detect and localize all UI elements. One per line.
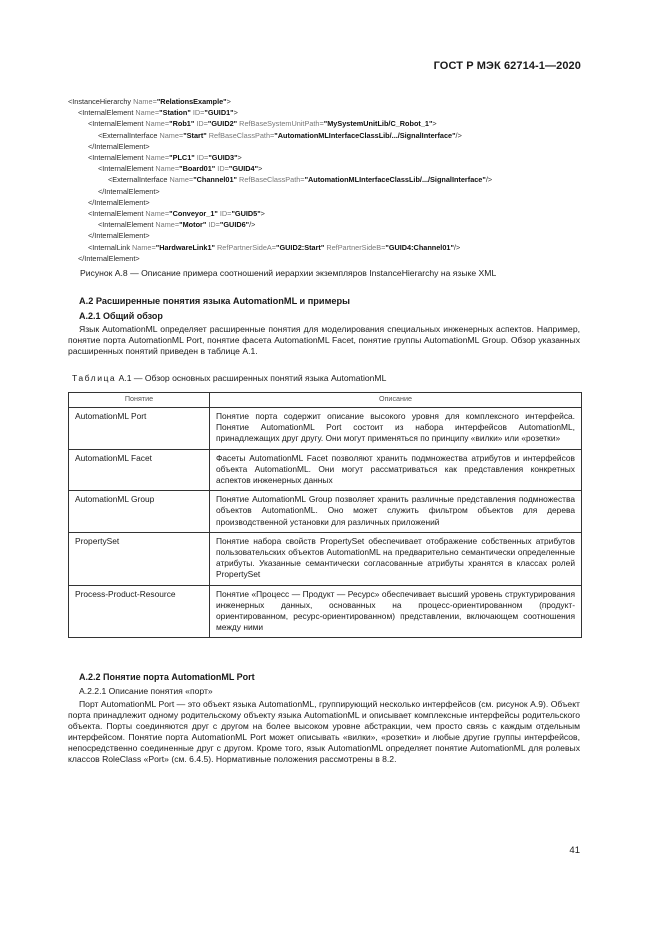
concept-cell: PropertySet (69, 532, 210, 585)
section-title: А.2 Расширенные понятия языка AutomationML и примеры (79, 296, 350, 306)
code-token: ID= (206, 220, 220, 230)
description-cell: Понятие порта содержит описание высокого уровня для комплексного интерфейса. Понятие AutomationML Port состоит из набора интерфейсов AutomationML, принадлежащих друг другу. Они могут применяться по принципу «вилки» или «розетки» (210, 408, 582, 450)
code-token: <InternalLink (88, 242, 133, 252)
code-token: RefPartnerSideB= (324, 242, 386, 252)
code-line (68, 130, 628, 141)
document-header: ГОСТ Р МЭК 62714-1—2020 (433, 60, 581, 72)
code-token: <InternalElement (98, 164, 156, 174)
code-token: </InternalElement> (88, 197, 150, 207)
code-token: Name= (145, 119, 170, 129)
code-token: </InternalElement> (88, 141, 150, 151)
code-token: RefBaseSystemUnitPath= (237, 119, 324, 129)
figure-caption: Рисунок А.8 — Описание примера соотношений иерархии экземпляров InstanceHierarchy на языке XML (80, 268, 497, 278)
code-token: Name= (155, 220, 180, 230)
code-line (68, 253, 628, 264)
description-cell: Понятие «Процесс — Продукт — Ресурс» обеспечивает высший уровень структурирования инженерных данных, основанных на процесс-ориентированном (продукт-ориентированном, ресурс-ориентированном) представлении, включающем соотношения между ними (210, 585, 582, 638)
code-line (68, 118, 628, 129)
column-header-concept: Понятие (69, 393, 210, 408)
code-line (68, 152, 628, 163)
code-token: "GUID2" (207, 119, 238, 129)
description-cell: Понятие набора свойств PropertySet обеспечивает отображение собственных атрибутов пользовательских объектов AutomationML на предварительно семантически определенные атрибуты. Указанные семантически согласованные атрибуты хранятся в классах ролей PropertySet (210, 532, 582, 585)
page-number: 41 (569, 845, 580, 856)
description-cell: Понятие AutomationML Group позволяет хранить различные представления подмножества объектов AutomationML. Оно может служить фильтром объектов для дерева производственной установки для различных приложений (210, 491, 582, 533)
code-line (68, 186, 628, 197)
code-line (68, 242, 628, 253)
code-token: "Conveyor_1" (169, 209, 218, 219)
code-token: "GUID3" (208, 153, 238, 163)
code-token: <InstanceHierarchy (68, 97, 134, 106)
code-token: "Motor" (179, 220, 207, 230)
table-row (69, 532, 582, 585)
table-row (69, 449, 582, 491)
code-line (68, 197, 628, 208)
code-token: </InternalElement> (98, 186, 160, 196)
code-token: RefBaseClassPath= (237, 175, 305, 185)
code-token: ID= (215, 164, 229, 174)
code-line (68, 174, 628, 185)
overview-text: Язык AutomationML определяет расширенные понятия для моделирования специальных инженерных аспектов. Например, понятие порта AutomationML Port, понятие фасета AutomationML Facet, понятие группы AutomationML Group. Обзор указанных расширенных понятий приведен в таблице А.1. (68, 324, 580, 356)
code-token: RefPartnerSideA= (214, 242, 277, 252)
code-line (68, 107, 628, 118)
code-token: "GUID1" (204, 108, 234, 118)
code-token: <ExternalInterface (98, 130, 160, 140)
code-token: ID= (194, 119, 208, 129)
code-token: "Board01" (179, 164, 216, 174)
code-token: Name= (159, 130, 184, 140)
code-token: > (233, 108, 238, 118)
table-caption-prefix: Таблица (72, 373, 117, 383)
code-token: </InternalElement> (88, 231, 150, 241)
code-token: > (432, 119, 437, 129)
code-token: "GUID6" (219, 220, 250, 230)
code-token: "HardwareLink1" (155, 242, 215, 252)
code-token: <InternalElement (88, 209, 146, 219)
port-paragraph (68, 699, 580, 765)
code-token: /> (485, 175, 493, 185)
concept-cell: AutomationML Facet (69, 449, 210, 491)
code-token: "MySystemUnitLib/C_Robot_1" (323, 119, 433, 129)
code-token: Name= (145, 209, 170, 219)
code-line (68, 163, 628, 174)
code-token: "Rob1" (169, 119, 195, 129)
code-token: > (260, 209, 265, 219)
table-caption-text: А.1 — Обзор основных расширенных понятий языка AutomationML (116, 373, 387, 383)
code-line (68, 208, 628, 219)
code-line (68, 230, 628, 241)
overview-paragraph (68, 324, 580, 357)
table-row (69, 585, 582, 638)
code-token: > (226, 97, 231, 106)
port-text: Порт AutomationML Port — это объект языка AutomationML, группирующий несколько интерфейсов (см. рисунок А.9). Объект порта принадлежит одному родительскому объекту языка AutomationML и описывает комплексные интерфейсы родительского объекта. Порты соединяются друг с другом на более высоком уровне абстракции, чем просто связь с каждым отдельным интерфейсом. Понятие порта AutomationML Port может описывать «вилки», «розетки» и любые другие группы интерфейсов, непосредственно соединенные друг с другом. Кроме того, язык AutomationML определяет понятие AutomationML для ролевых классов RoleClass «Port» (см. 6.4.5). Нормативные положения рассмотрены в 8.2. (68, 699, 580, 764)
code-token: <InternalElement (88, 153, 146, 163)
table-caption (72, 373, 386, 383)
code-token: RefBaseClassPath= (206, 130, 275, 140)
code-token: > (258, 164, 263, 174)
code-token: "GUID4" (228, 164, 259, 174)
table-row (69, 491, 582, 533)
code-token: "GUID2:Start" (276, 242, 325, 252)
concept-cell: AutomationML Group (69, 491, 210, 533)
code-token: "Start" (183, 130, 207, 140)
code-token: ID= (217, 209, 232, 219)
code-token: "Channel01" (193, 175, 238, 185)
code-token: "GUID4:Channel01" (385, 242, 454, 252)
code-token: Name= (155, 164, 180, 174)
xml-code-listing (68, 96, 628, 264)
subsection-title: А.2.1 Общий обзор (79, 311, 163, 321)
port-section-title: А.2.2 Понятие порта AutomationML Port (79, 672, 255, 682)
code-token: Name= (169, 175, 194, 185)
code-token: <InternalElement (88, 119, 146, 129)
code-token: <ExternalInterface (108, 175, 170, 185)
code-token: Name= (145, 153, 170, 163)
table-header-row (69, 393, 582, 408)
code-token: /> (453, 242, 461, 252)
concept-cell: Process-Product-Resource (69, 585, 210, 638)
code-token: /> (455, 130, 462, 140)
concepts-table (68, 392, 582, 638)
code-token: "Station" (159, 108, 191, 118)
code-token: Name= (132, 242, 156, 252)
code-token: "AutomationMLInterfaceClassLib/.../SignalInterface" (274, 130, 456, 140)
code-token: "GUID5" (231, 209, 261, 219)
port-subsection-title: А.2.2.1 Описание понятия «порт» (79, 686, 213, 696)
concept-cell: AutomationML Port (69, 408, 210, 450)
code-line (68, 96, 628, 107)
table-row (69, 408, 582, 450)
code-line (68, 219, 628, 230)
code-token: ID= (194, 153, 209, 163)
code-token: "AutomationMLInterfaceClassLib/.../SignalInterface" (304, 175, 486, 185)
code-token: <InternalElement (78, 108, 136, 118)
code-token: ID= (190, 108, 205, 118)
column-header-description: Описание (210, 393, 582, 408)
description-cell: Фасеты AutomationML Facet позволяют хранить подмножества атрибутов и интерфейсов объекта AutomationML. Они могут рассматриваться как представления конкретных аспектов инженерных данных (210, 449, 582, 491)
code-token: > (237, 153, 242, 163)
code-token: </InternalElement> (78, 253, 140, 263)
code-token: Name= (135, 108, 160, 118)
code-token: "PLC1" (169, 153, 195, 163)
code-token: /> (249, 220, 256, 230)
code-token: <InternalElement (98, 220, 156, 230)
code-line (68, 141, 628, 152)
code-token: "RelationsExample" (156, 97, 227, 106)
code-token: Name= (133, 97, 157, 106)
